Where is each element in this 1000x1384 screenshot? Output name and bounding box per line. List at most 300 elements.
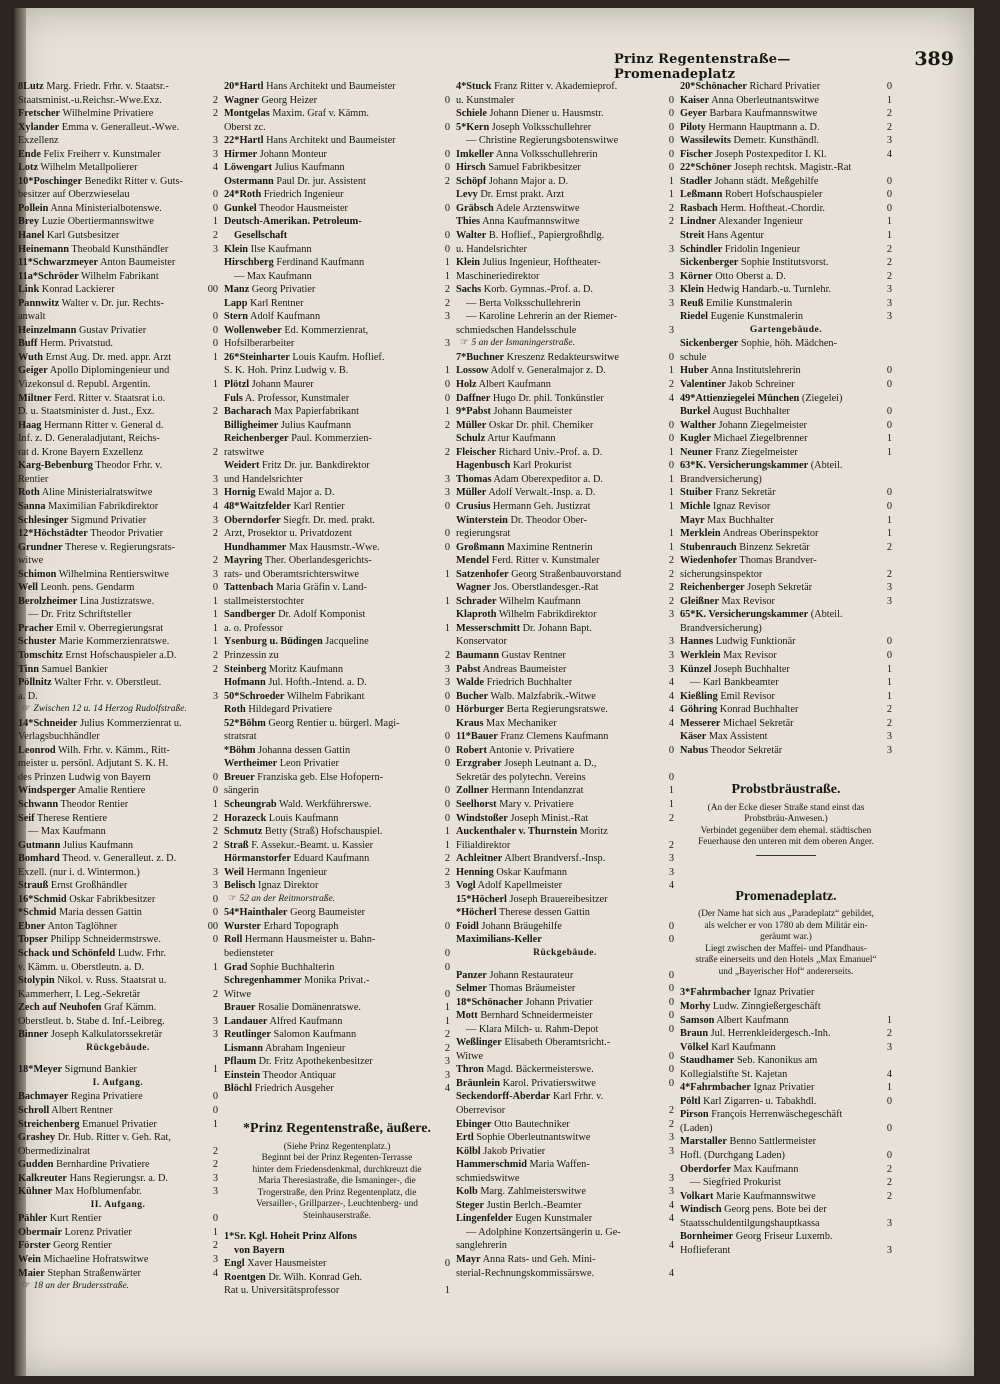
directory-entry	[224, 717, 450, 731]
resident-name: Rasbach	[680, 202, 718, 214]
floor-number: 1	[886, 1082, 892, 1094]
floor-number: 1	[444, 568, 450, 580]
entry-details: Emil v. Oberregierungsrat	[56, 622, 164, 634]
entry-details: Maschineriedirektor	[456, 270, 540, 282]
resident-name: Fahrmbacher	[690, 987, 751, 999]
directory-entry	[18, 608, 218, 622]
entry-details: Adolf Verwalt.-Insp. a. D.	[488, 487, 596, 499]
resident-name: Piloty	[680, 121, 706, 133]
resident-name: Schröder	[38, 270, 79, 282]
entry-details: Johann Ziegelmeister	[718, 419, 807, 431]
entry-details: Antonie v. Privatiere	[488, 744, 575, 756]
street-description: (An der Ecke dieser Straße stand einst das	[707, 802, 865, 813]
directory-entry	[224, 744, 450, 758]
street-heading: Promenadeplatz.	[735, 888, 837, 904]
directory-entry	[18, 432, 218, 446]
resident-name: Zollner	[456, 785, 489, 797]
resident-name: Pracher	[18, 622, 54, 634]
floor-number: 2	[212, 1240, 218, 1252]
resident-name: Böhm	[229, 744, 256, 756]
floor-number: 1	[668, 500, 674, 512]
directory-entry	[680, 121, 892, 135]
directory-entry	[18, 215, 218, 229]
house-number: 14*	[18, 717, 34, 729]
resident-name: Roth	[239, 189, 262, 201]
floor-number: 0	[668, 94, 674, 106]
resident-name: Attienziegelei München	[695, 392, 800, 404]
directory-entry	[224, 730, 450, 744]
entry-details: sängerin	[224, 785, 259, 797]
entry-details: Salomon Kaufmann	[273, 1029, 357, 1041]
entry-details: Anna Volksschullehrerin	[495, 148, 598, 160]
resident-name: Völkel	[680, 1041, 709, 1053]
house-number: 24*	[224, 189, 240, 201]
street-heading: Probstbräustraße.	[731, 782, 841, 798]
house-number: 16*	[18, 893, 34, 905]
resident-name: Pannwitz	[18, 297, 60, 309]
directory-entry	[680, 94, 892, 108]
street-description: Trogerstraße, den Prinz Regentenplatz, die	[257, 1187, 417, 1198]
floor-number: 2	[886, 243, 892, 255]
directory-entry	[18, 419, 218, 433]
resident-name: Henning	[456, 866, 494, 878]
directory-entry	[18, 649, 218, 663]
entry-details: Erhard Topograph	[263, 920, 339, 932]
entry-details: Georg Rentier	[53, 1240, 112, 1252]
entry-details: — Adolphine Konzertsängerin u. Ge-	[466, 1226, 621, 1238]
entry-details: Exzellenz	[18, 135, 59, 147]
floor-number: 3	[668, 866, 674, 878]
floor-number: 2	[886, 257, 892, 269]
entry-details: Ferd. Ritter v. Staatsrat i.o.	[54, 392, 166, 404]
resident-name: Sandberger	[224, 609, 276, 621]
entry-details: Max Kaufmann	[733, 1163, 799, 1175]
entry-details: — Karoline Lehrerin an der Riemer-	[466, 311, 618, 323]
directory-entry	[680, 364, 892, 378]
entry-details: Bernhard Schneidermeister	[480, 1010, 593, 1022]
entry-details: Max Revisor	[721, 595, 775, 607]
entry-details: (Ziegelei)	[801, 392, 843, 404]
floor-number: 0	[668, 1064, 674, 1076]
directory-entry	[680, 419, 892, 433]
entry-details: Staatsschuldentilgungshauptkassa	[680, 1217, 820, 1229]
entry-details: Anna Institutslehrerin	[710, 365, 801, 377]
resident-name: Steinberg	[224, 663, 267, 675]
entry-details: Samuel Bankier	[41, 663, 108, 675]
floor-number: 0	[668, 351, 674, 363]
resident-name: Reutlinger	[224, 1029, 271, 1041]
resident-name: Braun	[680, 1028, 709, 1040]
resident-name: Müller	[456, 487, 487, 499]
entry-details: Karl Gutsbesitzer	[46, 230, 120, 242]
entry-details: Jos. Oberstlandesger.-Rat	[493, 582, 599, 594]
entry-details: Hildegard Privatiere	[248, 704, 333, 716]
entry-details: Julius Ingenieur, Hoftheater-	[482, 257, 601, 269]
floor-number: 0	[444, 704, 450, 716]
entry-details: Theodor Antiquar	[262, 1069, 336, 1081]
resident-name: Daffner	[456, 392, 491, 404]
resident-name: Auckenthaler v. Thurnstein	[456, 826, 578, 838]
entry-details: Walter v. Dr. jur. Rechts-	[61, 297, 164, 309]
resident-name: Schiele	[456, 108, 487, 120]
resident-name: von Bayern	[234, 1244, 285, 1256]
entry-details: Hermann Geh. Justizrat	[492, 500, 591, 512]
floor-number: 0	[444, 798, 450, 810]
resident-name: Körner	[680, 270, 713, 282]
street-description: als welcher er von 1780 ab dem Militär ein-	[704, 920, 868, 931]
house-number: 49*	[680, 392, 696, 404]
resident-name: Schöpf	[456, 175, 487, 187]
directory-entry	[680, 635, 892, 649]
directory-entry	[224, 947, 450, 961]
floor-number: 3	[212, 1172, 218, 1184]
resident-name: Straß	[224, 839, 249, 851]
floor-number: 4	[668, 392, 674, 404]
directory-entry	[18, 1118, 218, 1132]
resident-name: Lismann	[224, 1042, 263, 1054]
resident-name: Haag	[18, 419, 42, 431]
resident-name: Stuiber	[680, 487, 713, 499]
resident-name: Sanna	[18, 500, 46, 512]
resident-name: Fischer	[680, 148, 713, 160]
directory-entry	[18, 690, 218, 704]
floor-number: 3	[668, 1186, 674, 1198]
entry-details: Witwe	[456, 1050, 484, 1062]
entry-details: — Max Kaufmann	[234, 270, 312, 282]
directory-entry	[18, 554, 218, 568]
directory-entry	[680, 1108, 892, 1122]
floor-number: 0	[212, 1213, 218, 1225]
floor-number: 3	[668, 1132, 674, 1144]
directory-entry	[456, 676, 674, 690]
directory-entry	[456, 757, 674, 771]
entry-details: Artur Kaufmann	[487, 433, 556, 445]
resident-name: Samson	[680, 1014, 715, 1026]
floor-number: 2	[444, 1042, 450, 1054]
entry-details: Richard Univ.-Prof. a. D.	[498, 446, 603, 458]
directory-entry	[456, 378, 674, 392]
resident-name: Vogl	[456, 880, 476, 892]
entry-details: Jakob Privatier	[483, 1145, 546, 1157]
entry-details: Louis Kaufm. Hoflief.	[292, 351, 385, 363]
resident-name: Klein	[224, 243, 249, 255]
entry-details: Theod. v. Generalleut. z. D.	[62, 853, 177, 865]
directory-entry	[456, 1239, 674, 1253]
directory-entry	[18, 676, 218, 690]
floor-number: 0	[444, 230, 450, 242]
directory-entry	[456, 1009, 674, 1023]
floor-number: 0	[668, 162, 674, 174]
directory-entry	[456, 107, 674, 121]
entry-details: Johann Baumeister	[493, 406, 573, 418]
floor-number: 3	[886, 284, 892, 296]
directory-entry	[18, 188, 218, 202]
entry-details: Nikol. v. Russ. Staatsrat u.	[57, 975, 167, 987]
street-description: Feuerhause den unteren mit dem oberen Anger.	[698, 837, 874, 848]
floor-number: 2	[212, 108, 218, 120]
directory-entry	[18, 229, 218, 243]
entry-details: Julius Kaufmann	[280, 419, 351, 431]
resident-name: Kaiser	[680, 94, 710, 106]
entry-details: Marg. Zahlmeisterswitwe	[480, 1186, 586, 1198]
entry-details: Joseph Minist.-Rat	[510, 812, 589, 824]
directory-entry	[456, 1226, 674, 1240]
resident-name: Schwann	[18, 798, 59, 810]
directory-entry	[456, 1118, 674, 1132]
entry-details: Ewald Major a. D.	[258, 487, 335, 499]
resident-name: Geiger	[18, 365, 48, 377]
resident-name: K. Versicherungskammer	[695, 460, 809, 472]
floor-number: 2	[668, 1105, 674, 1117]
floor-number: 2	[668, 568, 674, 580]
resident-name: Panzer	[456, 969, 487, 981]
floor-number: 1	[886, 216, 892, 228]
floor-number: 0	[212, 189, 218, 201]
entry-details: Lorenz Privatier	[64, 1226, 132, 1238]
directory-entry	[224, 500, 450, 514]
resident-name: Riedel	[680, 311, 709, 323]
entry-details: Wilhelm Fabrikant	[81, 270, 159, 282]
directory-entry	[18, 798, 218, 812]
directory-entry	[18, 405, 218, 419]
resident-name: Roth	[224, 704, 246, 716]
directory-entry	[456, 1158, 674, 1172]
entry-details: (Laden)	[680, 1122, 713, 1134]
entry-details: Herm. Hoftheat.-Chordir.	[720, 202, 826, 214]
floor-number: 0	[886, 500, 892, 512]
floor-number: 0	[886, 189, 892, 201]
entry-details: Graf Kämm.	[104, 1002, 157, 1014]
floor-number: 0	[444, 690, 450, 702]
directory-entry	[456, 568, 674, 582]
resident-name: Höcherl	[461, 907, 497, 919]
entry-details: Abraham Ingenieur	[264, 1042, 346, 1054]
pointing-hand-icon: ☞	[22, 1281, 31, 1292]
floor-number: 3	[444, 1056, 450, 1068]
entry-details: Karl Prokurist	[512, 460, 572, 472]
floor-number: 2	[212, 663, 218, 675]
resident-name: Künzel	[680, 663, 712, 675]
resident-name: Foidl	[456, 920, 479, 932]
entry-details: Friedrich Buchhalter	[486, 677, 573, 689]
entry-details: Dr. Theodor Ober-	[510, 514, 587, 526]
floor-number: 1	[212, 609, 218, 621]
directory-entry	[456, 866, 674, 880]
resident-name: Schroll	[18, 1105, 50, 1117]
directory-entry	[224, 432, 450, 446]
directory-entry	[18, 202, 218, 216]
directory-entry	[224, 283, 450, 297]
resident-name: Sickenberger	[680, 338, 739, 350]
floor-number: 2	[886, 541, 892, 553]
resident-name: Volkart	[680, 1190, 714, 1202]
floor-number: 0	[668, 135, 674, 147]
directory-entry	[456, 324, 674, 338]
entry-details: Hermann Hauptmann a. D.	[708, 121, 820, 133]
resident-name: Schmid	[33, 893, 67, 905]
resident-name: Messerer	[680, 717, 721, 729]
floor-number: 3	[668, 243, 674, 255]
entry-details: A. Professor, Kunstmaler	[244, 392, 350, 404]
entry-details: Vizekonsul d. Republ. Argentin.	[18, 379, 151, 391]
floor-number: 3	[668, 1172, 674, 1184]
resident-name: Wagner	[456, 582, 491, 594]
entry-details: Anton Baumeister	[100, 257, 176, 269]
directory-entry	[456, 229, 674, 243]
floor-number: 0	[668, 148, 674, 160]
street-description: Probstbräu-Anwesen.)	[744, 814, 828, 825]
directory-entry	[456, 202, 674, 216]
entry-details: Michael Sekretär	[722, 717, 794, 729]
entry-details: Georg Rentier u. bürgerl. Magi-	[268, 717, 400, 729]
entry-details: Oberrevisor	[456, 1105, 506, 1117]
floor-number: 3	[668, 1145, 674, 1157]
directory-entry	[680, 392, 892, 406]
directory-entry	[680, 541, 892, 555]
floor-number: 1	[444, 1015, 450, 1027]
resident-name: Link	[18, 284, 40, 296]
house-number: 11a*	[18, 270, 39, 282]
resident-name: Valentiner	[680, 379, 726, 391]
entry-details: Jakob Schreiner	[728, 379, 795, 391]
resident-name: Fleischer	[456, 446, 497, 458]
entry-details: Jacqueline	[325, 636, 369, 648]
entry-details: Hugo Dr. phil. Tonkünstler	[492, 392, 604, 404]
floor-number: 1	[212, 1064, 218, 1076]
entry-details: Georg Baumeister	[290, 907, 366, 919]
entry-details: Johanna dessen Gattin	[258, 744, 351, 756]
floor-number: 0	[668, 996, 674, 1008]
directory-entry	[456, 812, 674, 826]
floor-number: 4	[212, 1267, 218, 1279]
column-1	[18, 80, 218, 1294]
resident-name: Schöner	[695, 162, 732, 174]
directory-entry	[18, 1158, 218, 1172]
resident-name: Obermair	[18, 1226, 63, 1238]
floor-number: 0	[444, 812, 450, 824]
directory-entry	[224, 378, 450, 392]
directory-entry	[18, 1212, 218, 1226]
entry-details: Dr. Adolf Komponist	[278, 609, 366, 621]
floor-number: 1	[668, 446, 674, 458]
entry-details: Luzie Obertiermannswitwe	[41, 216, 154, 228]
resident-name: Sachs	[456, 284, 482, 296]
directory-entry	[224, 635, 450, 649]
resident-name: Lutz	[23, 81, 44, 92]
floor-number: 2	[668, 595, 674, 607]
directory-entry	[680, 730, 892, 744]
resident-name: Schwarzmeyer	[32, 257, 99, 269]
directory-entry	[18, 1172, 218, 1186]
floor-number: 0	[668, 744, 674, 756]
directory-entry	[680, 446, 892, 460]
directory-entry	[224, 974, 450, 988]
floor-number: 3	[668, 324, 674, 336]
floor-number: 3	[668, 270, 674, 282]
directory-entry	[680, 1149, 892, 1163]
resident-name: Hirmer	[224, 148, 258, 160]
entry-details: Albert Kaufmann	[478, 379, 551, 391]
floor-number: 2	[212, 812, 218, 824]
resident-name: Wurster	[224, 920, 261, 932]
floor-number: 2	[886, 108, 892, 120]
resident-name: Gesellschaft	[234, 230, 288, 242]
entry-details: Alexander Ingenieur	[718, 216, 803, 228]
floor-number: 2	[444, 446, 450, 458]
floor-number: 0	[444, 162, 450, 174]
floor-number: 4	[212, 162, 218, 174]
floor-number: 3	[886, 311, 892, 323]
pointing-hand-icon: ☞	[228, 893, 237, 904]
floor-number: 0	[444, 731, 450, 743]
directory-entry	[680, 202, 892, 216]
resident-name: Schrader	[456, 595, 497, 607]
floor-number: 1	[886, 230, 892, 242]
entry-details: Philipp Schneidermstrswe.	[50, 934, 161, 946]
resident-name: Nabus	[680, 744, 709, 756]
floor-number: 0	[444, 392, 450, 404]
directory-entry	[224, 581, 450, 595]
floor-number: 0	[886, 175, 892, 187]
street-description: Maria Theresiastraße, die Ismaninger-, die	[258, 1176, 416, 1187]
entry-details: Johann Monteur	[259, 148, 327, 160]
directory-entry	[680, 703, 892, 717]
directory-entry	[224, 202, 450, 216]
street-heading: *Prinz Regentenstraße, äußere.	[243, 1121, 431, 1137]
entry-details: Ilse Kaufmann	[250, 243, 312, 255]
entry-details: Anton Taglöhner	[47, 920, 118, 932]
entry-details: sanglehrerin	[456, 1240, 507, 1252]
floor-number: 2	[668, 202, 674, 214]
resident-name: Walther	[680, 419, 717, 431]
floor-number: 3	[886, 135, 892, 147]
resident-name: Mayring	[224, 555, 263, 567]
directory-entry	[456, 933, 674, 947]
entry-details: Gustav Privatier	[78, 324, 147, 336]
entry-details: Obermedizinalrat	[18, 1145, 91, 1157]
resident-name: Kühner	[18, 1186, 53, 1198]
floor-number: 3	[886, 595, 892, 607]
floor-number: 3	[212, 148, 218, 160]
directory-entry	[224, 784, 450, 798]
directory-entry	[18, 933, 218, 947]
entry-details: Wilhelm Fabrikant	[286, 690, 365, 702]
directory-entry	[18, 1145, 218, 1159]
floor-number: 0	[212, 324, 218, 336]
floor-number: 3	[212, 880, 218, 892]
resident-name: Schönacher	[471, 996, 523, 1008]
resident-name: Mendel	[456, 555, 490, 567]
column-3	[456, 80, 674, 1280]
floor-number: 0	[668, 419, 674, 431]
resident-name: Ebner	[18, 920, 46, 932]
floor-number: 0	[668, 1050, 674, 1062]
entry-details: Maria dessen Gattin	[58, 907, 142, 919]
directory-entry	[224, 703, 450, 717]
resident-name: Pabst	[466, 406, 491, 418]
directory-entry	[224, 148, 450, 162]
entry-details: Wilhelm Kaufmann	[499, 595, 581, 607]
resident-name: Gutmann	[18, 839, 61, 851]
house-number: 52*	[224, 717, 240, 729]
resident-name: Sickenberger	[680, 257, 739, 269]
resident-name: Deutsch-Amerikan. Petroleum-	[224, 216, 362, 228]
directory-entry	[18, 893, 218, 907]
floor-number: 4	[668, 1267, 674, 1279]
entry-details: Seb. Kanonikus am	[736, 1055, 818, 1067]
floor-number: 1	[212, 351, 218, 363]
street-description: Beginnt bei der Prinz Regenten-Terrasse	[261, 1153, 413, 1164]
